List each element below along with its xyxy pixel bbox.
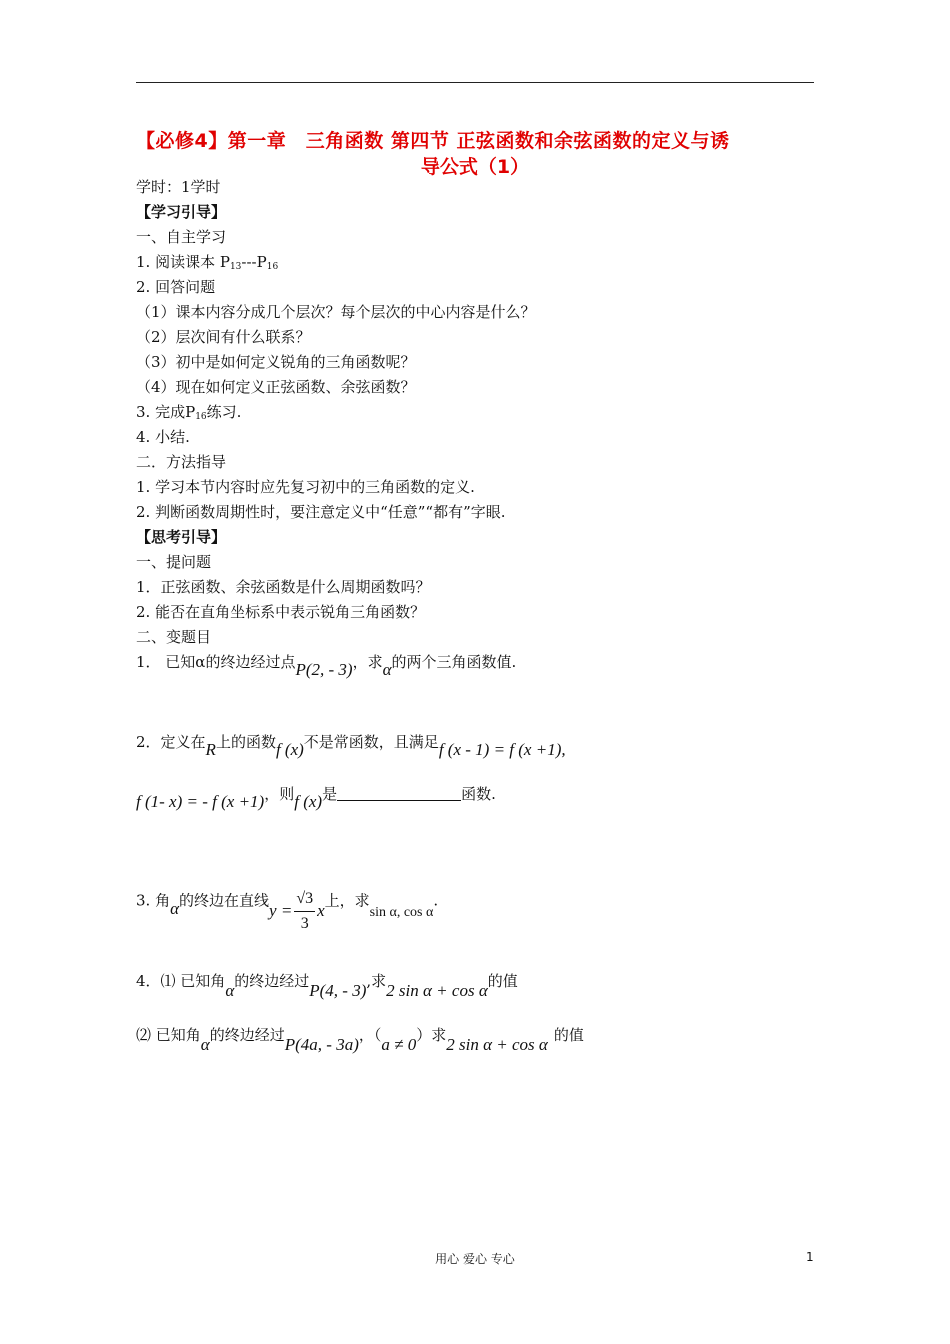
problem-4-part2: ⑵ 已知角α的终边经过P(4a, - 3a)，（a ≠ 0）求2 sin α + cos α 的值 bbox=[136, 1026, 584, 1054]
page-number: 1 bbox=[806, 1250, 814, 1264]
method-2: 2. 判断函数周期性时，要注意定义中“任意”“都有”字眼. bbox=[136, 503, 506, 521]
thinking-question-1: 1．正弦函数、余弦函数是什么周期函数吗？ bbox=[136, 578, 431, 596]
document-title-line1: 【必修4】第一章 三角函数 第四节 正弦函数和余弦函数的定义与诱 bbox=[136, 130, 730, 152]
question-2: （2）层次间有什么联系？ bbox=[136, 328, 311, 346]
subheading-method: 二．方法指导 bbox=[136, 453, 227, 471]
item-summary: 4. 小结. bbox=[136, 428, 190, 446]
thinking-question-2: 2. 能否在直角坐标系中表示锐角三角函数？ bbox=[136, 603, 426, 621]
problem-2-line2: f (1- x) = - f (x +1)，则f (x)是 函数. bbox=[136, 785, 496, 811]
item-read-textbook: 1. 阅读课本 $P_{13}---P_{16}$ bbox=[136, 253, 279, 272]
question-3: （3）初中是如何定义锐角的三角函数呢？ bbox=[136, 353, 416, 371]
section-heading-thinking-guide: 【思考引导】 bbox=[136, 528, 227, 546]
section-heading-study-guide: 【学习引导】 bbox=[136, 203, 227, 221]
class-hours: 学时：1学时 bbox=[136, 178, 221, 196]
problem-2-line1: 2．定义在R上的函数f (x)不是常函数，且满足f (x - 1) = f (x +1), bbox=[136, 733, 566, 759]
question-4: （4）现在如何定义正弦函数、余弦函数？ bbox=[136, 378, 416, 396]
fraction-sqrt3-over-3: $\frac{√3}{3}$ bbox=[294, 887, 315, 936]
question-1: （1）课本内容分成几个层次？每个层次的中心内容是什么？ bbox=[136, 303, 536, 321]
subheading-variant-problems: 二、变题目 bbox=[136, 628, 212, 646]
header-rule bbox=[136, 82, 814, 83]
problem-4-part1: 4．⑴ 已知角α的终边经过P(4, - 3),求2 sin α + cos α的值 bbox=[136, 972, 518, 1000]
method-1: 1. 学习本节内容时应先复习初中的三角函数的定义. bbox=[136, 478, 475, 496]
item-answer-questions: 2. 回答问题 bbox=[136, 278, 216, 296]
problem-1: 1． 已知α的终边经过点P(2, - 3)，求α的两个三角函数值. bbox=[136, 653, 517, 679]
subheading-questions: 一、提问题 bbox=[136, 553, 212, 571]
problem-3: 3. 角α的终边在直线y = $\frac{√3}{3}$ x上，求sin α, cos α. bbox=[136, 877, 438, 926]
page-footer: 用心 爱心 专心 bbox=[435, 1252, 515, 1266]
item-exercise: 3. 完成$P_{16}$练习. bbox=[136, 403, 242, 422]
document-title-line2: 导公式（1） bbox=[420, 156, 530, 178]
subheading-self-study: 一、自主学习 bbox=[136, 228, 227, 246]
answer-blank[interactable] bbox=[337, 786, 461, 801]
